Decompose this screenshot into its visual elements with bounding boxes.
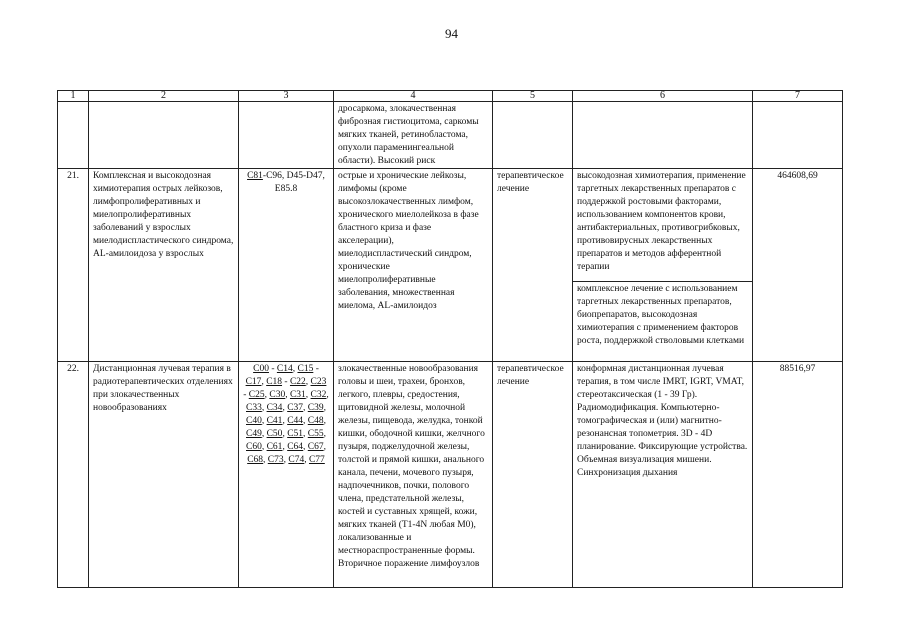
table-cell — [753, 102, 843, 169]
column-header: 3 — [239, 91, 334, 102]
page-number: 94 — [445, 26, 458, 41]
icd-code-link[interactable]: C48 — [307, 416, 324, 426]
icd-codes — [239, 169, 334, 362]
treatment-type: терапевтическое лечение — [493, 362, 573, 588]
icd-code-link[interactable]: C30 — [269, 390, 286, 400]
icd-code-separator: , — [285, 390, 290, 400]
icd-code-link[interactable]: C32 — [310, 390, 327, 400]
icd-code-link[interactable]: C25 — [248, 390, 265, 400]
column-header: 4 — [334, 91, 493, 102]
table-cell — [239, 102, 334, 169]
icd-code-link[interactable]: C55 — [307, 429, 324, 439]
icd-code-separator: - — [313, 364, 319, 374]
care-name: Дистанционная лучевая терапия в радиотерапевтических отделениях при злокачественных новообразованиях — [89, 362, 239, 588]
icd-code-link[interactable]: C68 — [247, 455, 264, 465]
icd-code-link[interactable]: C61 — [266, 442, 283, 452]
continuation-model-text: дросаркома, злокачественная фиброзная гистиоцитома, саркомы мягких тканей, ретинобластома, опухоли параменингеальной области). Высокий риск — [334, 102, 493, 169]
icd-code-separator: , — [264, 390, 270, 400]
table-cell — [58, 102, 89, 169]
icd-code-separator: , — [323, 403, 326, 413]
icd-code-link[interactable]: C49 — [246, 429, 262, 439]
column-header: 1 — [58, 91, 89, 102]
icd-code-separator: , — [261, 377, 267, 387]
icd-codes-text: -C96, D45-D47, E85.8 — [262, 171, 325, 194]
care-name: Комплексная и высокодозная химиотерапия острых лейкозов, лимфопролиферативных и миелопролиферативных заболеваний у взрослых миелодиспластического синдрома, AL-амилоидоза у взрослых — [89, 169, 239, 362]
icd-code-separator: , — [323, 442, 326, 452]
medical-care-table — [57, 90, 843, 588]
table-cell — [573, 102, 753, 169]
column-header: 6 — [573, 91, 753, 102]
icd-code-separator: , — [283, 455, 289, 465]
icd-code-link[interactable]: C33 — [246, 403, 262, 413]
continuation-row — [58, 102, 843, 169]
row-number: 21. — [58, 169, 89, 362]
icd-code-separator: , — [282, 429, 288, 439]
icd-codes — [239, 362, 334, 588]
icd-code-link[interactable]: C39 — [307, 403, 324, 413]
icd-code-link[interactable]: C23 — [310, 377, 327, 387]
price: 88516,97 — [753, 362, 843, 588]
icd-code-link[interactable]: C44 — [287, 416, 304, 426]
icd-code-separator: - — [268, 364, 277, 374]
patient-model: острые и хронические лейкозы, лимфомы (кроме высокозлокачественных лимфом, хронического миелолейкоза в фазе бластного криза и фазе акселерации), миелодиспластический синдром, хронические миелопролиферативные заболевания, множественная миелома, AL-амилоидоз — [334, 169, 493, 362]
icd-code-separator: , — [263, 455, 268, 465]
icd-code-link[interactable]: C67 — [307, 442, 324, 452]
icd-code-separator: , — [323, 416, 326, 426]
icd-code-link[interactable]: C74 — [288, 455, 305, 465]
icd-code-link[interactable]: C41 — [266, 416, 283, 426]
icd-code-link[interactable]: C18 — [266, 377, 283, 387]
icd-code-separator: , — [282, 403, 288, 413]
icd-code-separator: , — [261, 429, 267, 439]
icd-code-link[interactable]: C14 — [276, 364, 293, 374]
icd-code-link[interactable]: C51 — [287, 429, 304, 439]
table-cell — [493, 102, 573, 169]
treatment-method: конформная дистанционная лучевая терапия, в том числе IMRT, IGRT, VMAT, стереотаксическая (1 - 39 Гр). Радиомодификация. Компьютерно-томографическая и (или) магнитно-резонансная топометрия. 3D - 4D планирование. Фиксирующие устройства. Объемная визуализация мишени. Синхронизация дыхания — [573, 362, 753, 588]
icd-code-link[interactable]: C77 — [308, 455, 325, 465]
icd-code-link[interactable]: C60 — [246, 442, 262, 452]
table-row — [58, 169, 843, 282]
icd-code-link[interactable]: C31 — [289, 390, 306, 400]
icd-code-separator: , — [303, 442, 308, 452]
icd-code-separator: , — [304, 455, 309, 465]
icd-code-separator: , — [326, 390, 329, 400]
treatment-type: терапевтическое лечение — [493, 169, 573, 362]
icd-code-separator: , — [305, 390, 311, 400]
icd-code-link[interactable]: C81 — [247, 171, 263, 181]
row-number: 22. — [58, 362, 89, 588]
icd-code-link[interactable]: C15 — [297, 364, 314, 374]
table-cell — [89, 102, 239, 169]
icd-code-link[interactable]: C17 — [245, 377, 262, 387]
icd-code-link[interactable]: C64 — [287, 442, 304, 452]
icd-code-link[interactable]: C40 — [246, 416, 262, 426]
icd-code-separator: , — [261, 403, 267, 413]
icd-code-separator: , — [305, 377, 311, 387]
icd-code-separator: , — [303, 416, 308, 426]
icd-code-separator: - — [282, 377, 290, 387]
icd-code-link[interactable]: C34 — [266, 403, 283, 413]
treatment-method: высокодозная химиотерапия, применение таргетных лекарственных препаратов с поддержкой ростовыми факторами, использованием компонентов крови, антибактериальных, противогрибковых, противовирусных лекарственных препаратов и методов афферентной терапии — [573, 169, 753, 282]
icd-code-link[interactable]: C73 — [267, 455, 284, 465]
icd-code-link[interactable]: C22 — [289, 377, 306, 387]
icd-code-link[interactable]: C00 — [253, 364, 269, 374]
header-row — [58, 91, 843, 102]
icd-code-separator: , — [261, 442, 267, 452]
icd-code-separator: , — [261, 416, 267, 426]
icd-code-separator: , — [282, 442, 288, 452]
treatment-method: комплексное лечение с использованием таргетных лекарственных препаратов, биопрепаратов, высокодозная химиотерапия с применением факторов роста, поддержкой стволовыми клетками — [573, 282, 753, 362]
icd-code-link[interactable]: C37 — [287, 403, 304, 413]
icd-code-separator: , — [282, 416, 288, 426]
icd-code-separator: , — [323, 429, 326, 439]
column-header: 5 — [493, 91, 573, 102]
column-header: 2 — [89, 91, 239, 102]
icd-code-separator: , — [303, 429, 308, 439]
table-row — [58, 362, 843, 588]
patient-model: злокачественные новообразования головы и шеи, трахеи, бронхов, легкого, плевры, средостения, щитовидной железы, молочной железы, пищевода, желудка, тонкой кишки, ободочной кишки, желчного пузыря, поджелудочной железы, толстой и прямой кишки, анального канала, печени, мочевого пузыря, надпочечников, почки, полового члена, предстательной железы, костей и суставных хрящей, кожи, мягких тканей (T1-4N любая M0), локализованные и местнораспространенные формы. Вторичное поражение лимфоузлов — [334, 362, 493, 588]
icd-code-separator: - — [243, 390, 249, 400]
icd-code-separator: , — [303, 403, 308, 413]
column-header: 7 — [753, 91, 843, 102]
price: 464608,69 — [753, 169, 843, 362]
icd-code-link[interactable]: C50 — [266, 429, 283, 439]
icd-code-separator: , — [292, 364, 298, 374]
